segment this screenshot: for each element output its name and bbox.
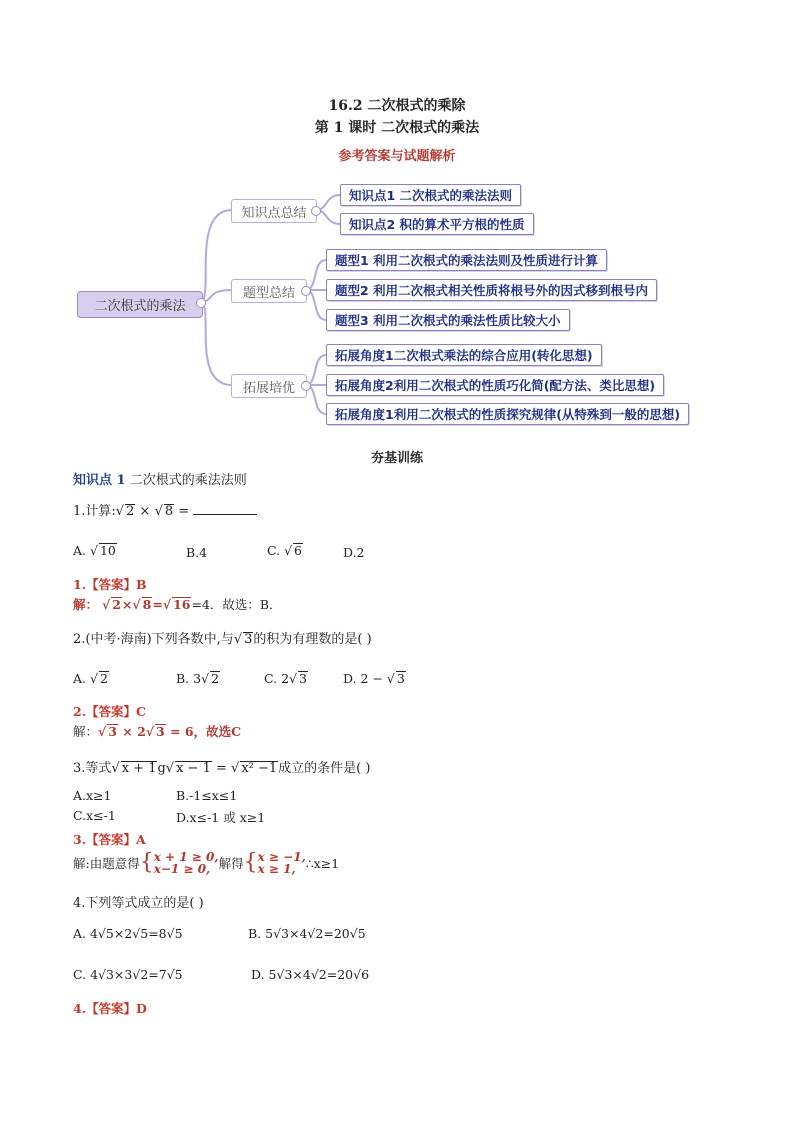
option-d: D. 5√3×4√2=20√6 [251,967,370,982]
knowledge-point-label: 知识点 1 [73,473,126,488]
option-c: C. 4√3×3√2=7√5 [73,967,183,982]
option-a: A. √ 10 [73,543,116,558]
answer-title: 参考答案与试题解析 [338,149,456,164]
option-b: B.4 [186,545,208,560]
explanation: 解：√ 3 × 2√ 3 = 6，故选C [73,724,242,739]
question-4: 4.下列等式成立的是( ) [73,896,204,911]
mindmap-leaf: 题型2 利用二次根式相关性质将根号外的因式移到根号内 [326,279,657,301]
branch-knob [311,206,321,216]
option-b: B. 5√3×4√2=20√5 [248,926,366,941]
option-b: B.-1≤x≤1 [176,788,238,803]
question-1: 1.计算:√ 2 × √ 8 = [73,500,257,519]
answer-label: 3.【答案】A [73,832,146,847]
option-c: C.x≤-1 [73,808,116,823]
mindmap-leaf: 知识点1 二次根式的乘法法则 [340,184,521,206]
answer-label: 2.【答案】C [73,704,146,719]
mindmap-branch-types: 题型总结 [231,279,307,303]
answer-blank [193,502,257,515]
mindmap-leaf: 拓展角度2利用二次根式的性质巧化简(配方法、类比思想) [326,374,664,396]
knowledge-point-title: 二次根式的乘法法则 [125,473,247,488]
lesson-subtitle: 第 1 课时 二次根式的乘法 [314,120,480,136]
option-d: D.2 [343,545,365,560]
option-c: C. √ 6 [267,543,302,558]
answer-label: 1.【答案】B [73,577,147,592]
option-a: A. 4√5×2√5=8√5 [73,926,183,941]
option-a: A.x≥1 [73,788,112,803]
mindmap-leaf: 拓展角度1利用二次根式的性质探究规律(从特殊到一般的思想) [326,403,689,425]
option-b: B. 3√ 2 [176,671,220,686]
question-2: 2.(中考·海南)下列各数中,与√ 3的积为有理数的是( ) [73,632,372,647]
section-heading: 夯基训练 [370,451,423,466]
answer-label: 4.【答案】D [73,1001,147,1016]
option-c: C. 2√ 3 [264,671,307,686]
branch-knob [301,286,311,296]
explanation: 解:由题意得 { x + 1 ≥ 0, x−1 ≥ 0, 解得 { x ≥ −1, x ≥ 1, ∴x≥1 [73,850,340,876]
mindmap-branch-knowledge: 知识点总结 [231,199,317,223]
mindmap-leaf: 知识点2 积的算术平方根的性质 [340,213,534,235]
mindmap-leaf: 题型1 利用二次根式的乘法法则及性质进行计算 [326,249,607,271]
mindmap-leaf: 题型3 利用二次根式的乘法性质比较大小 [326,309,570,331]
option-a: A. √ 2 [73,671,108,686]
branch-knob [301,381,311,391]
option-d: D.x≤-1 或 x≥1 [176,810,266,825]
page-title: 16.2 二次根式的乘除 [328,98,466,114]
option-d: D. 2 − √ 3 [343,671,405,686]
question-3: 3.等式√ x + 1g√ x − 1 = √ x² −1成立的条件是( ) [73,761,371,776]
mindmap-leaf: 拓展角度1二次根式乘法的综合应用(转化思想) [326,344,602,366]
mindmap-root-knob [196,298,206,308]
knowledge-point-heading [73,469,247,488]
mindmap-branch-extension: 拓展培优 [231,374,307,398]
explanation: 解： √ 2×√ 8=√ 16=4．故选：B． [73,597,282,612]
mindmap-root: 二次根式的乘法 [77,291,203,318]
